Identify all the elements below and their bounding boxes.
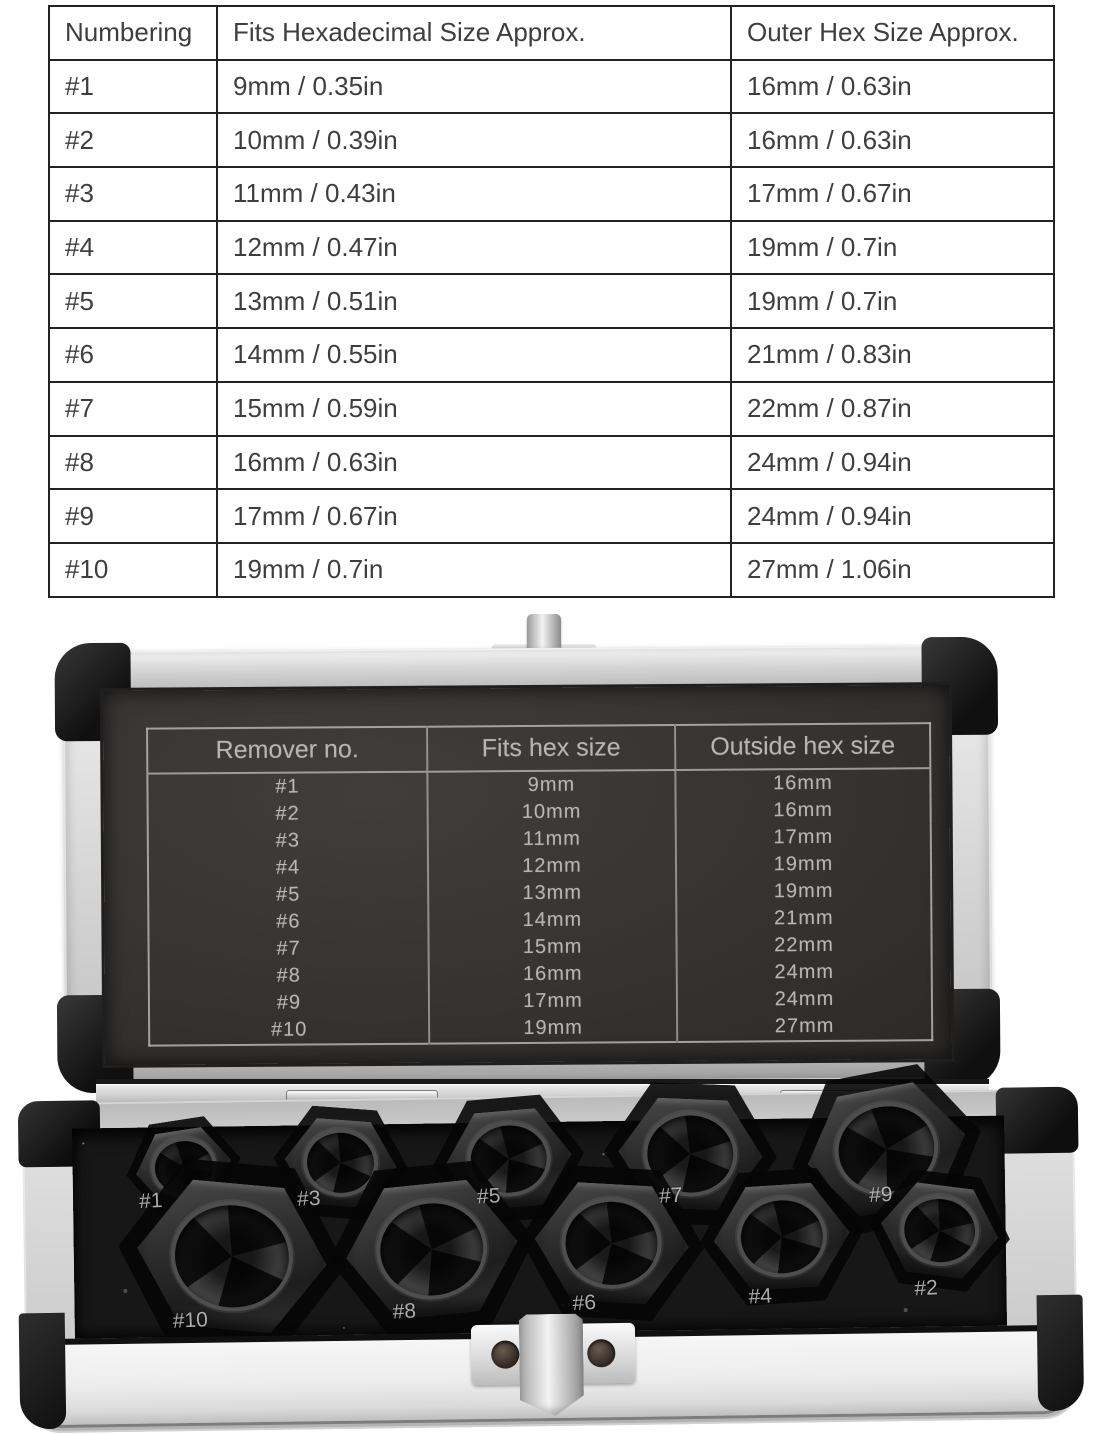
- lid-header-fits: Fits hex size: [427, 725, 675, 772]
- lid-num-cell: #1: [275, 775, 300, 798]
- lid-num-cell: #4: [275, 856, 301, 879]
- lid-outside-cell: 17mm: [676, 823, 931, 852]
- foam-label-8: #8: [392, 1299, 417, 1324]
- spec-fits-cell: 12mm / 0.47in: [217, 221, 731, 275]
- lid-outside-cell: 27mm: [677, 1012, 932, 1042]
- lid-fits-cell: 19mm: [429, 1014, 677, 1044]
- lid-fits-cell: 10mm: [428, 798, 676, 827]
- spec-fits-cell: 10mm / 0.39in: [217, 113, 731, 167]
- spec-outer-cell: 16mm / 0.63in: [731, 113, 1054, 167]
- socket-4: [710, 1180, 853, 1293]
- spec-fits-cell: 16mm / 0.63in: [217, 436, 731, 490]
- lid-outside-cell: 19mm: [676, 850, 931, 879]
- foam-label-5: #5: [476, 1184, 501, 1209]
- lid-outside-cell: 22mm: [676, 931, 931, 960]
- spec-num-cell: #6: [49, 328, 217, 382]
- lid-fits-cell: 11mm: [428, 825, 676, 854]
- lid-fits-cell: 14mm: [428, 906, 676, 935]
- lid-table-header-row: [147, 723, 930, 773]
- foam-label-9: #9: [868, 1182, 893, 1207]
- lid-inner-panel: [103, 685, 952, 1065]
- lid-header-remover: Remover no.: [147, 727, 427, 774]
- spec-header-fits: Fits Hexadecimal Size Approx.: [217, 6, 731, 60]
- socket-2: [875, 1179, 1003, 1283]
- lid-num-cell: #7: [276, 937, 301, 960]
- case-lid: [62, 645, 992, 1085]
- foam-label-7: #7: [658, 1183, 683, 1208]
- corner-cap: [996, 1087, 1079, 1154]
- spec-fits-cell: 19mm / 0.7in: [217, 543, 731, 597]
- spec-outer-cell: 19mm / 0.7in: [731, 274, 1054, 328]
- foam-label-1: #1: [138, 1189, 164, 1214]
- screw-hole: [587, 1339, 615, 1367]
- lid-outside-cell: 16mm: [675, 768, 930, 798]
- case-tray: [22, 1089, 1079, 1434]
- lid-num-cell: #6: [276, 910, 301, 933]
- lid-num-cell: #3: [275, 829, 301, 852]
- spec-fits-cell: 13mm / 0.51in: [217, 274, 731, 328]
- foam-label-3: #3: [296, 1186, 321, 1211]
- spec-fits-cell: 15mm / 0.59in: [217, 382, 731, 436]
- foam-label-2: #2: [913, 1276, 939, 1301]
- spec-outer-cell: 24mm / 0.94in: [731, 436, 1054, 490]
- lid-num-cell: #9: [276, 991, 302, 1014]
- spec-outer-cell: 21mm / 0.83in: [731, 328, 1054, 382]
- lid-size-table: [146, 722, 933, 1046]
- lid-fits-cell: 17mm: [429, 987, 677, 1016]
- lid-outside-cell: 21mm: [676, 904, 931, 933]
- screw-hole: [491, 1340, 519, 1368]
- lid-num-cell: #5: [275, 883, 301, 906]
- spec-num-cell: #4: [49, 221, 217, 275]
- foam-label-10: #10: [172, 1308, 209, 1333]
- lid-fits-cell: 9mm: [427, 770, 675, 800]
- spec-outer-cell: 27mm / 1.06in: [731, 543, 1054, 597]
- lid-outside-cell: 16mm: [676, 796, 931, 825]
- spec-outer-cell: 22mm / 0.87in: [731, 382, 1054, 436]
- spec-num-cell: #5: [49, 274, 217, 328]
- lid-num-cell: #10: [270, 1018, 308, 1041]
- lid-fits-cell: 12mm: [428, 852, 676, 881]
- lid-outside-cell: 24mm: [677, 985, 932, 1014]
- lid-fits-cell: 15mm: [428, 933, 676, 962]
- spec-fits-cell: 11mm / 0.43in: [217, 167, 731, 221]
- spec-num-cell: #2: [49, 113, 217, 167]
- foam-label-6: #6: [572, 1290, 597, 1316]
- lid-fits-cell: 13mm: [428, 879, 676, 908]
- spec-header-numbering: Numbering: [49, 6, 217, 60]
- spec-outer-cell: 16mm / 0.63in: [731, 60, 1054, 114]
- spec-num-cell: #3: [49, 167, 217, 221]
- lid-table-row: [149, 1012, 932, 1045]
- lid-outside-cell: 24mm: [677, 958, 932, 987]
- foam-speckles: [82, 1142, 84, 1144]
- spec-header-outer: Outer Hex Size Approx.: [731, 6, 1054, 60]
- lid-num-cell: #8: [276, 964, 301, 987]
- corner-cap: [19, 1313, 67, 1430]
- spec-num-cell: #8: [49, 436, 217, 490]
- lid-num-cell: #2: [275, 802, 300, 825]
- lid-outside-cell: 19mm: [676, 877, 931, 906]
- spec-num-cell: #10: [49, 543, 217, 597]
- spec-fits-cell: 9mm / 0.35in: [217, 60, 731, 114]
- spec-outer-cell: 17mm / 0.67in: [731, 167, 1054, 221]
- spec-fits-cell: 14mm / 0.55in: [217, 328, 731, 382]
- spec-outer-cell: 19mm / 0.7in: [731, 221, 1054, 275]
- foam-label-4: #4: [747, 1284, 773, 1309]
- lid-fits-cell: 16mm: [429, 960, 677, 989]
- corner-cap: [1037, 1295, 1085, 1412]
- spec-outer-cell: 24mm / 0.94in: [731, 489, 1054, 543]
- spec-num-cell: #7: [49, 382, 217, 436]
- spec-fits-cell: 17mm / 0.67in: [217, 489, 731, 543]
- latch-hook: [519, 1314, 584, 1417]
- spec-num-cell: #9: [49, 489, 217, 543]
- spec-num-cell: #1: [49, 60, 217, 114]
- lid-header-outside: Outside hex size: [675, 723, 930, 770]
